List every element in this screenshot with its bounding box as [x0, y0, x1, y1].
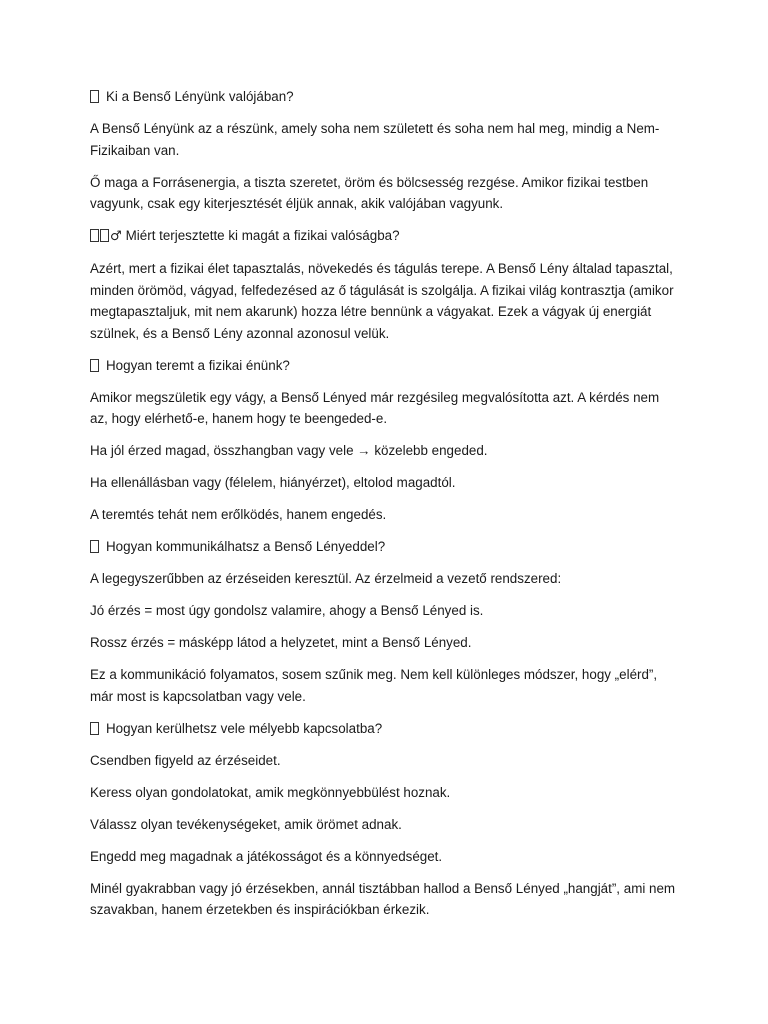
heading-text: Miért terjesztette ki magát a fizikai valóságba? — [125, 228, 400, 243]
paragraph: Válassz olyan tevékenységeket, amik örömet adnak. — [90, 816, 402, 832]
paragraph: Ha jól érzed magad, összhangban vagy vele → közelebb engeded. — [90, 443, 488, 458]
missing-emoji-icon — [90, 359, 99, 372]
paragraph: Jó érzés = most úgy gondolsz valamire, ahogy a Benső Lényed is. — [90, 603, 484, 618]
paragraph: Engedd meg magadnak a játékosságot és a könnyedséget. — [90, 848, 443, 864]
missing-emoji-icon — [90, 90, 99, 103]
paragraph: Ő maga a Forrásenergia, a tiszta szeretet, öröm és bölcsesség rezgése. Amikor fizikai testben vagyunk, csak egy kiterjesztését éljük annak, akik valójában vagyunk. — [90, 174, 649, 211]
paragraph: Ez a kommunikáció folyamatos, sosem szűnik meg. Nem kell különleges módszer, hogy „elérd”, már most is kapcsolatban vagy vele. — [90, 667, 658, 704]
missing-emoji-icon — [90, 229, 99, 242]
heading-text: Hogyan kommunikálhatsz a Benső Lényeddel? — [106, 539, 386, 554]
paragraph: Azért, mert a fizikai élet tapasztalás, növekedés és tágulás terepe. A Benső Lény általad tapasztal, minden örömöd, vágyad, felfedezésed az ő tágulását is szolgálja. A fizikai világ kontrasztja (amikor megtapasztaljuk, mit nem akarunk) hozza létre bennünk a vágyakat. Ezek a vágyak új energiát szülnek, és a Benső Lény azonnal azonosul velük. — [90, 261, 674, 341]
heading-text: Ki a Benső Lényünk valójában? — [106, 89, 294, 104]
paragraph: Csendben figyeld az érzéseidet. — [90, 752, 281, 768]
heading-text: Hogyan teremt a fizikai énünk? — [106, 357, 290, 373]
section-heading — [90, 86, 680, 108]
paragraph: A legegyszerűbben az érzéseiden keresztül. Az érzelmeid a vezető rendszered: — [90, 571, 562, 586]
section-heading — [90, 355, 680, 377]
section-heading — [90, 718, 680, 740]
missing-emoji-icon — [90, 540, 99, 553]
paragraph: A teremtés tehát nem erőlködés, hanem engedés. — [90, 507, 387, 522]
paragraph: Amikor megszületik egy vágy, a Benső Lényed már rezgésileg megvalósította azt. A kérdés nem az, hogy elérhető-e, hanem hogy te beengeded-e. — [90, 389, 660, 426]
paragraph: A Benső Lényünk az a részünk, amely soha nem született és soha nem hal meg, mindig a Nem-Fizikaiban van. — [90, 121, 660, 158]
paragraph: Keress olyan gondolatokat, amik megkönnyebbülést hoznak. — [90, 784, 451, 800]
paragraph: Rossz érzés = másképp látod a helyzetet, mint a Benső Lényed. — [90, 635, 472, 650]
paragraph: Minél gyakrabban vagy jó érzésekben, annál tisztábban hallod a Benső Lényed „hangját”, ami nem szavakban, hanem érzetekben és inspirációkban érkezik. — [90, 880, 676, 917]
person-male-icon: ♂ — [110, 229, 122, 244]
document-body — [90, 86, 680, 931]
missing-emoji-icon — [90, 722, 99, 735]
paragraph: Ha ellenállásban vagy (félelem, hiányérzet), eltolod magadtól. — [90, 475, 456, 490]
heading-text: Hogyan kerülhetsz vele mélyebb kapcsolatba? — [106, 720, 383, 736]
missing-emoji-icon — [100, 229, 109, 242]
section-heading — [90, 225, 680, 248]
section-heading — [90, 536, 680, 558]
